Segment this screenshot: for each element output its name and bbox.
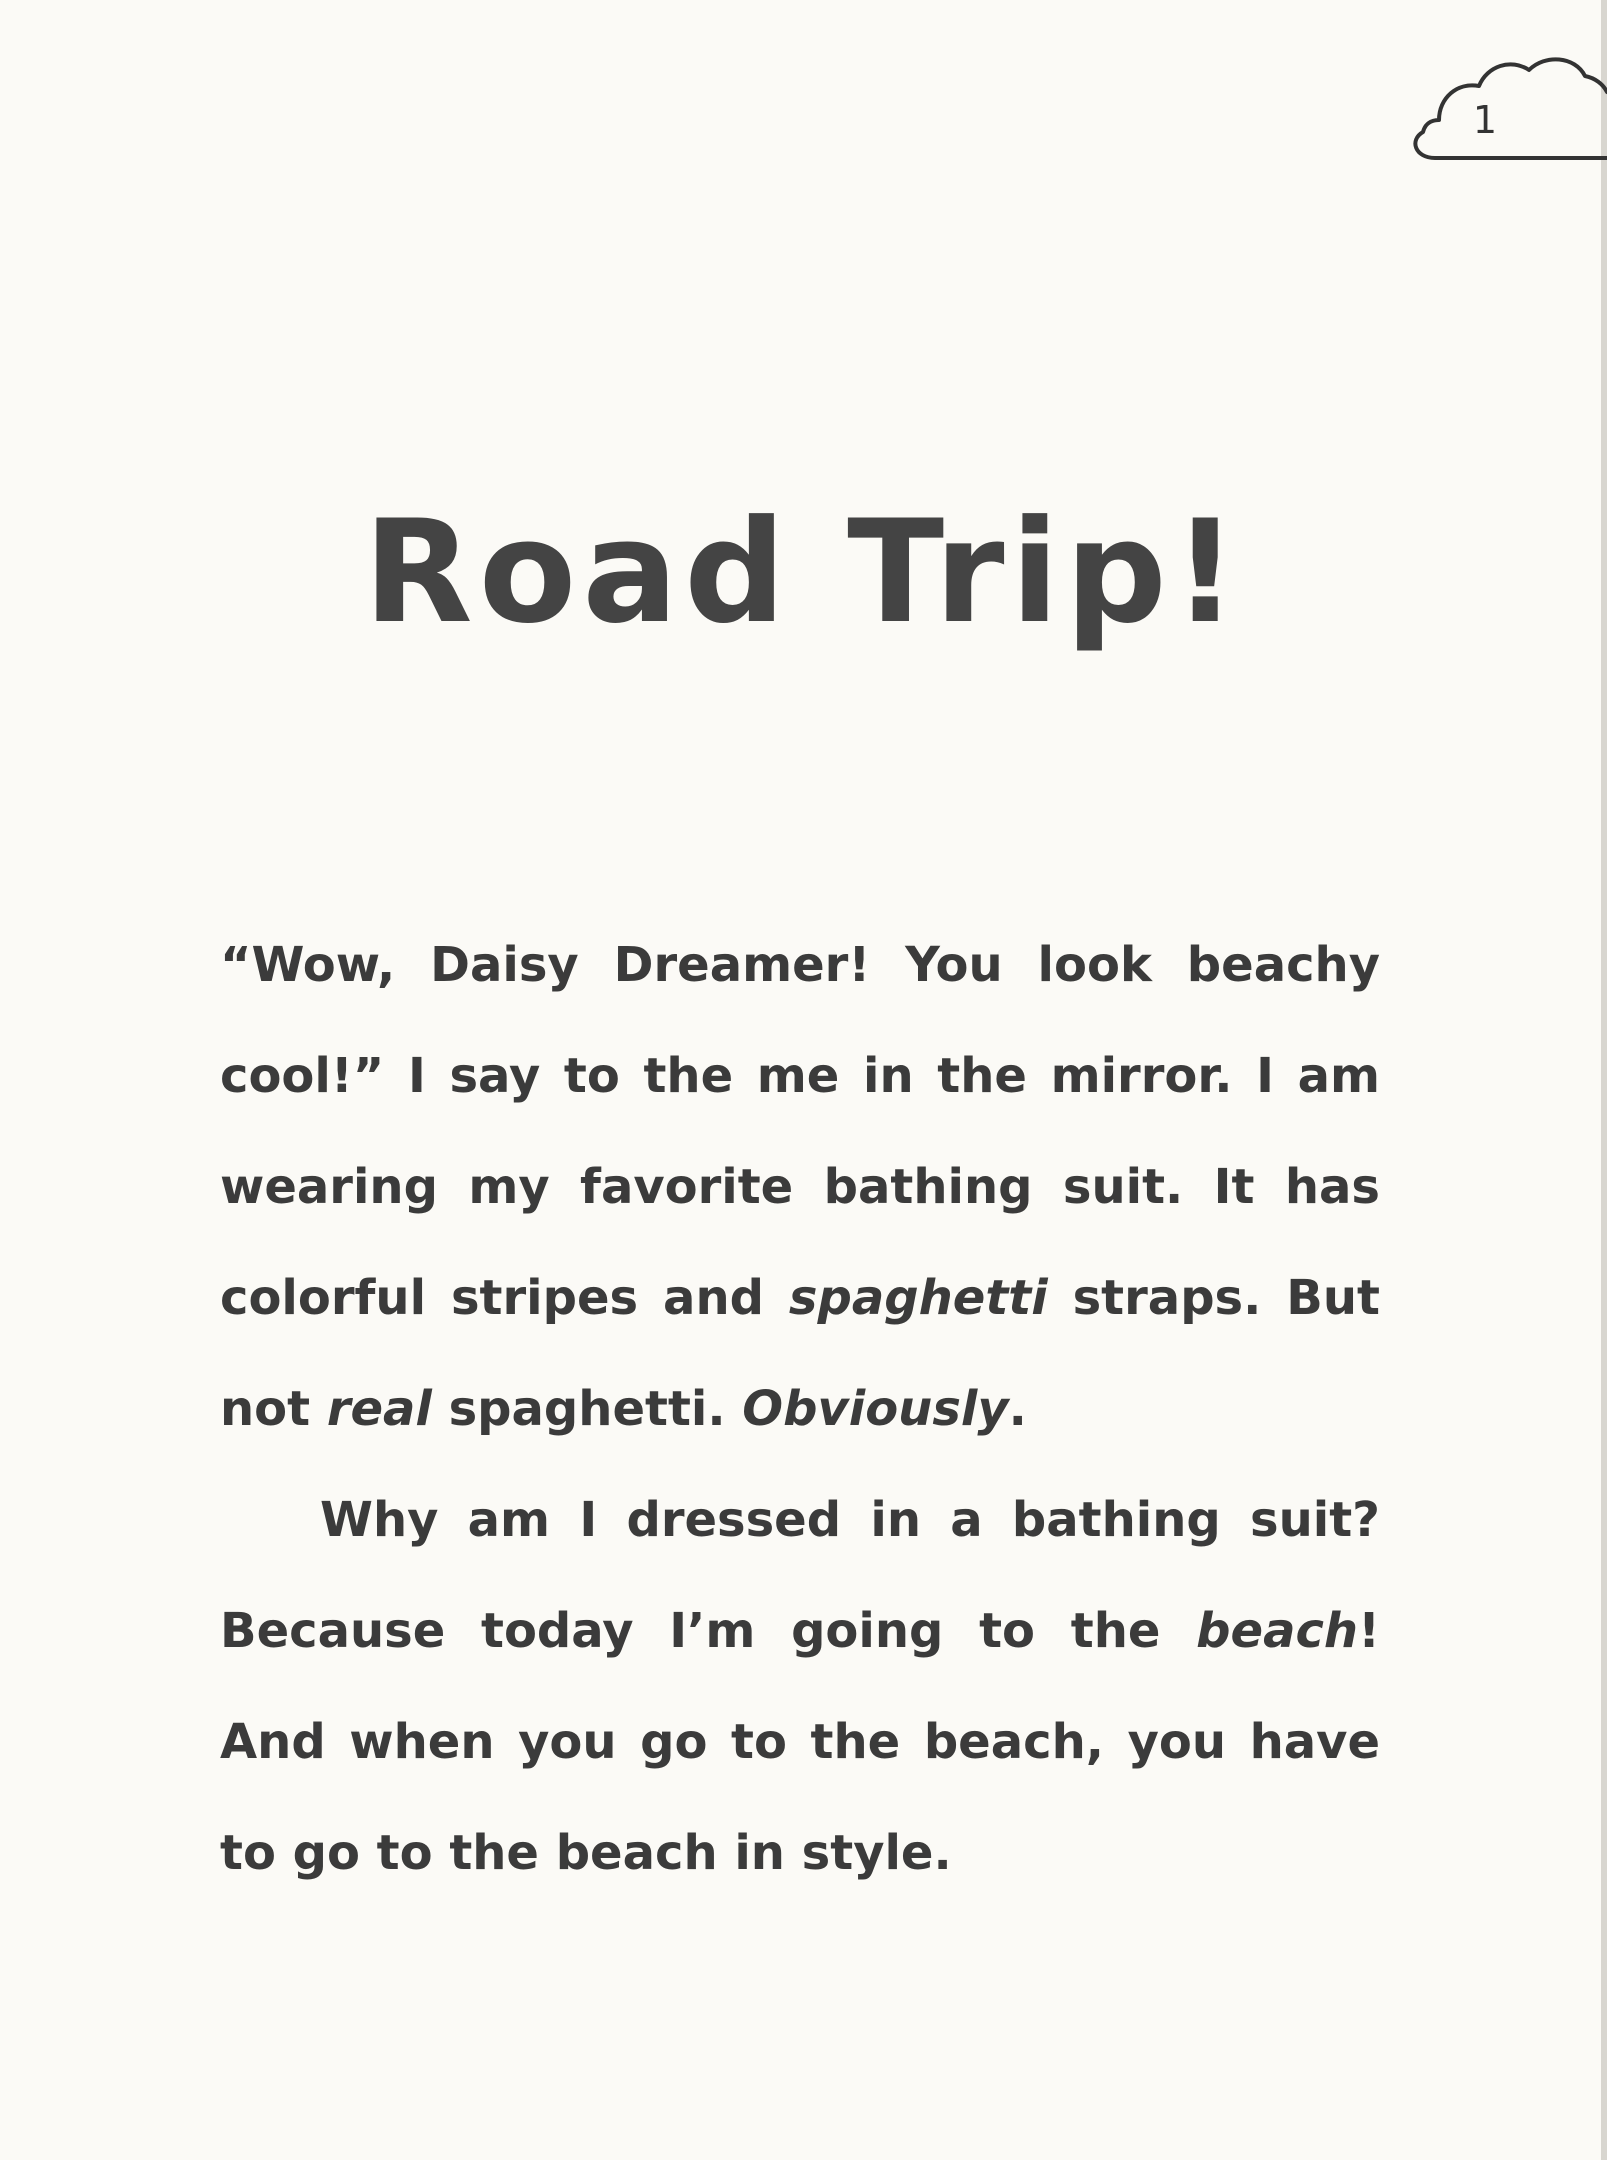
text-segment: ! And when you go to the beach, you have to go to the beach in style. <box>220 1603 1380 1881</box>
emphasis-text: Obviously <box>742 1381 1009 1437</box>
emphasis-text: real <box>326 1381 432 1437</box>
emphasis-text: beach <box>1196 1603 1359 1659</box>
chapter-title: Road Trip! <box>363 490 1244 655</box>
text-segment: Why am I dressed in a bathing suit? Because today I’m going to the <box>220 1492 1380 1659</box>
page-number: 1 <box>1472 98 1498 142</box>
body-text <box>220 910 1380 1909</box>
text-segment: “Wow, Daisy Dreamer! You look beachy cool!” I say to the me in the mirror. I am wearing my favorite bathing suit. It has colorful stripes and <box>220 937 1380 1326</box>
paragraph <box>220 1465 1380 1909</box>
paragraph <box>220 910 1380 1465</box>
text-segment: spaghetti. <box>431 1381 743 1437</box>
text-segment: straps. But not <box>220 1270 1381 1437</box>
page-edge <box>1601 0 1607 2160</box>
text-segment: . <box>1008 1381 1027 1437</box>
page-number-badge <box>1395 40 1607 170</box>
emphasis-text: spaghetti <box>788 1270 1048 1326</box>
